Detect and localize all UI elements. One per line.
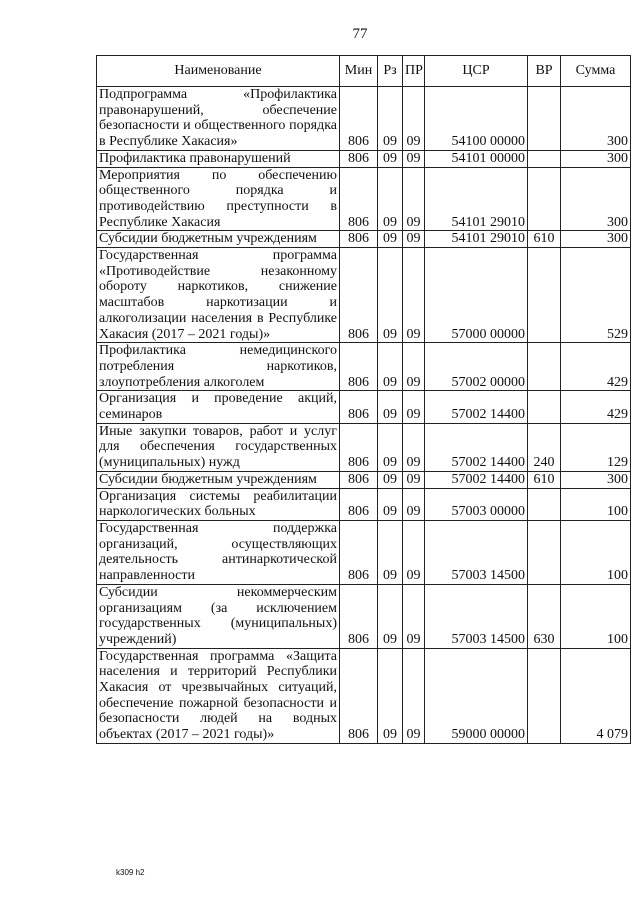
row-pr: 09 (403, 231, 425, 248)
row-name: Государственная поддержка организаций, осуществляющих деятельность антинаркотической направленности (97, 520, 340, 584)
row-min: 806 (340, 343, 378, 391)
table-row (97, 231, 631, 248)
row-csr: 54101 00000 (425, 150, 528, 167)
header-name: Наименование (97, 56, 340, 87)
row-rz: 09 (378, 87, 403, 151)
table-row (97, 87, 631, 151)
row-rz: 09 (378, 488, 403, 520)
row-sum: 300 (561, 150, 631, 167)
row-min: 806 (340, 167, 378, 231)
row-csr: 57002 14400 (425, 423, 528, 471)
row-csr: 54101 29010 (425, 231, 528, 248)
row-vr: 610 (528, 471, 561, 488)
row-pr: 09 (403, 648, 425, 743)
row-pr: 09 (403, 87, 425, 151)
table-row (97, 150, 631, 167)
row-rz: 09 (378, 584, 403, 648)
row-min: 806 (340, 584, 378, 648)
table-row (97, 488, 631, 520)
row-min: 806 (340, 423, 378, 471)
row-name: Подпрограмма «Профилактика правонарушений, обеспечение безопасности и общественного порядка в Республике Хакасия» (97, 87, 340, 151)
row-csr: 57002 00000 (425, 343, 528, 391)
row-vr: 610 (528, 231, 561, 248)
header-min: Мин (340, 56, 378, 87)
header-pr: ПР (403, 56, 425, 87)
row-name: Мероприятия по обеспечению общественного порядка и противодействию преступности в Республике Хакасия (97, 167, 340, 231)
row-sum: 529 (561, 248, 631, 343)
row-min: 806 (340, 231, 378, 248)
table-row (97, 584, 631, 648)
row-rz: 09 (378, 423, 403, 471)
row-pr: 09 (403, 471, 425, 488)
table-row (97, 343, 631, 391)
row-sum: 4 079 (561, 648, 631, 743)
row-sum: 100 (561, 584, 631, 648)
row-name: Субсидии бюджетным учреждениям (97, 471, 340, 488)
row-vr (528, 87, 561, 151)
row-vr (528, 150, 561, 167)
page-number: 77 (352, 26, 368, 42)
table-row (97, 648, 631, 743)
row-vr (528, 167, 561, 231)
row-vr (528, 488, 561, 520)
table-row (97, 248, 631, 343)
row-min: 806 (340, 248, 378, 343)
row-pr: 09 (403, 423, 425, 471)
row-rz: 09 (378, 391, 403, 423)
row-pr: 09 (403, 248, 425, 343)
row-rz: 09 (378, 520, 403, 584)
row-min: 806 (340, 488, 378, 520)
row-sum: 129 (561, 423, 631, 471)
row-sum: 300 (561, 167, 631, 231)
row-vr (528, 520, 561, 584)
table-header-row (97, 56, 631, 87)
header-vr: ВР (528, 56, 561, 87)
row-name: Государственная программа «Противодействие незаконному обороту наркотиков, снижение масштабов наркотизации и алкоголизации населения в Республике Хакасия (2017 – 2021 годы)» (97, 248, 340, 343)
row-pr: 09 (403, 584, 425, 648)
row-pr: 09 (403, 520, 425, 584)
table-row (97, 423, 631, 471)
row-name: Профилактика правонарушений (97, 150, 340, 167)
row-min: 806 (340, 648, 378, 743)
row-min: 806 (340, 520, 378, 584)
table-row (97, 391, 631, 423)
row-csr: 59000 00000 (425, 648, 528, 743)
row-csr: 57003 14500 (425, 584, 528, 648)
row-min: 806 (340, 391, 378, 423)
row-csr: 54101 29010 (425, 167, 528, 231)
header-sum: Сумма (561, 56, 631, 87)
row-rz: 09 (378, 343, 403, 391)
row-pr: 09 (403, 488, 425, 520)
row-csr: 57003 14500 (425, 520, 528, 584)
header-csr: ЦСР (425, 56, 528, 87)
row-name: Субсидии некоммерческим организациям (за исключением государственных (муниципальных) учреждений) (97, 584, 340, 648)
row-sum: 300 (561, 471, 631, 488)
row-rz: 09 (378, 150, 403, 167)
row-pr: 09 (403, 167, 425, 231)
table-row (97, 471, 631, 488)
row-sum: 100 (561, 488, 631, 520)
row-name: Профилактика немедицинского потребления наркотиков, злоупотребления алкоголем (97, 343, 340, 391)
row-vr: 240 (528, 423, 561, 471)
row-pr: 09 (403, 343, 425, 391)
row-name: Организация системы реабилитации наркологических больных (97, 488, 340, 520)
row-vr (528, 248, 561, 343)
row-vr (528, 343, 561, 391)
row-min: 806 (340, 150, 378, 167)
row-csr: 57003 00000 (425, 488, 528, 520)
row-rz: 09 (378, 648, 403, 743)
row-vr (528, 648, 561, 743)
row-rz: 09 (378, 231, 403, 248)
row-csr: 57000 00000 (425, 248, 528, 343)
footer-code: k309 h2 (116, 868, 145, 877)
row-sum: 300 (561, 87, 631, 151)
row-pr: 09 (403, 150, 425, 167)
row-min: 806 (340, 471, 378, 488)
row-vr (528, 391, 561, 423)
row-csr: 57002 14400 (425, 471, 528, 488)
row-min: 806 (340, 87, 378, 151)
row-name: Иные закупки товаров, работ и услуг для обеспечения государственных (муниципальных) нужд (97, 423, 340, 471)
table-body (97, 87, 631, 744)
row-sum: 100 (561, 520, 631, 584)
row-sum: 300 (561, 231, 631, 248)
row-sum: 429 (561, 391, 631, 423)
row-pr: 09 (403, 391, 425, 423)
header-rz: Рз (378, 56, 403, 87)
budget-table (96, 55, 631, 744)
row-name: Субсидии бюджетным учреждениям (97, 231, 340, 248)
row-rz: 09 (378, 167, 403, 231)
row-name: Государственная программа «Защита населения и территорий Республики Хакасия от чрезвычайных ситуаций, обеспечение пожарной безопасности и безопасности людей на водных объектах (2017 – 2021 годы)» (97, 648, 340, 743)
table-row (97, 520, 631, 584)
row-name: Организация и проведение акций, семинаров (97, 391, 340, 423)
row-sum: 429 (561, 343, 631, 391)
row-csr: 54100 00000 (425, 87, 528, 151)
table-row (97, 167, 631, 231)
row-vr: 630 (528, 584, 561, 648)
row-rz: 09 (378, 248, 403, 343)
row-csr: 57002 14400 (425, 391, 528, 423)
row-rz: 09 (378, 471, 403, 488)
